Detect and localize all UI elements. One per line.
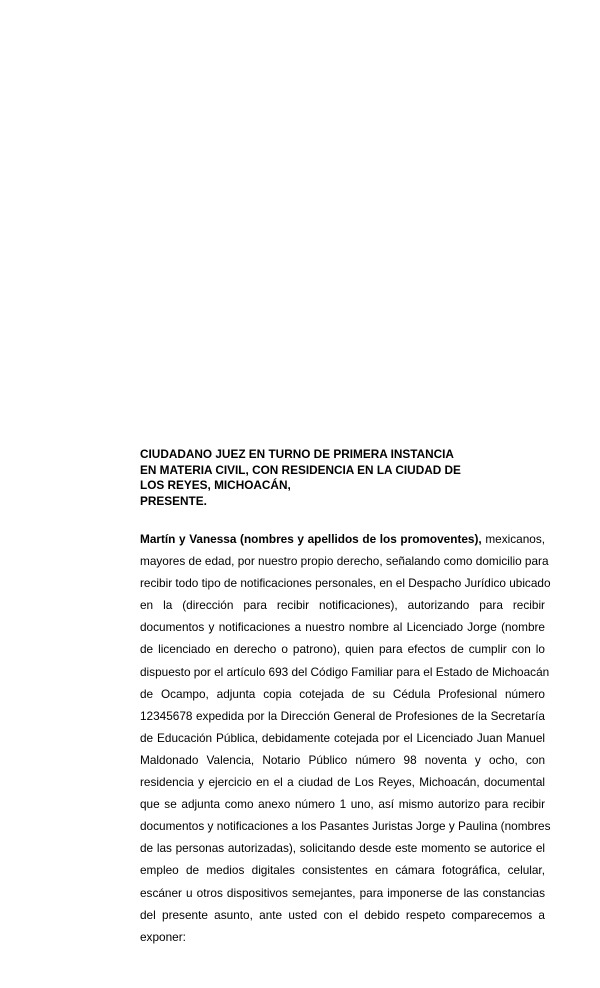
paragraph-line: escáner u otros dispositivos semejantes, para imponerse de las constancias	[140, 885, 545, 900]
paragraph-line: dispuesto por el artículo 693 del Código Familiar para el Estado de Michoacán	[140, 664, 550, 679]
paragraph-line: de las personas autorizadas), solicitando desde este momento se autorice el	[140, 841, 545, 856]
paragraph-line: de Ocampo, adjunta copia cotejada de su Cédula Profesional número	[140, 686, 545, 701]
paragraph-line: mayores de edad, por nuestro propio derecho, señalando como domicilio para	[140, 554, 549, 569]
paragraph-line: de Educación Pública, debidamente cotejada por el Licenciado Juan Manuel	[140, 730, 545, 745]
paragraph-line: Maldonado Valencia, Notario Público número 98 noventa y ocho, con	[140, 752, 545, 767]
paragraph-line: exponer:	[140, 929, 186, 944]
paragraph-line: en la (dirección para recibir notificaciones), autorizando para recibir	[140, 598, 545, 613]
paragraph-line	[140, 528, 545, 550]
addressee-line: CIUDADANO JUEZ EN TURNO DE PRIMERA INSTANCIA	[140, 447, 454, 461]
addressee-line: EN MATERIA CIVIL, CON RESIDENCIA EN LA CIUDAD DE	[140, 462, 461, 477]
paragraph-line: documentos y notificaciones a los Pasantes Juristas Jorge y Paulina (nombres	[140, 819, 551, 834]
addressee-block	[140, 447, 470, 509]
addressee-line: LOS REYES, MICHOACÁN,	[140, 478, 291, 493]
paragraph-line: del presente asunto, ante usted con el debido respeto comparecemos a	[140, 907, 545, 922]
body-paragraph	[140, 528, 551, 948]
paragraph-line: que se adjunta como anexo número 1 uno, así mismo autorizo para recibir	[140, 797, 545, 812]
paragraph-line: empleo de medios digitales consistentes en cámara fotográfica, celular,	[140, 863, 545, 878]
paragraph-line: de licenciado en derecho o patrono), quien para efectos de cumplir con lo	[140, 642, 545, 657]
addressee-line: PRESENTE.	[140, 493, 207, 508]
first-line-rest: mexicanos,	[481, 532, 545, 546]
paragraph-line: 12345678 expedida por la Dirección General de Profesiones de la Secretaría	[140, 708, 545, 723]
paragraph-line: recibir todo tipo de notificaciones personales, en el Despacho Jurídico ubicado	[140, 576, 551, 591]
promoventes-names: Martín y Vanessa (nombres y apellidos de los promoventes),	[140, 532, 482, 546]
paragraph-line: residencia y ejercicio en el a ciudad de Los Reyes, Michoacán, documental	[140, 775, 545, 790]
paragraph-line: documentos y notificaciones a nuestro nombre al Licenciado Jorge (nombre	[140, 620, 545, 635]
